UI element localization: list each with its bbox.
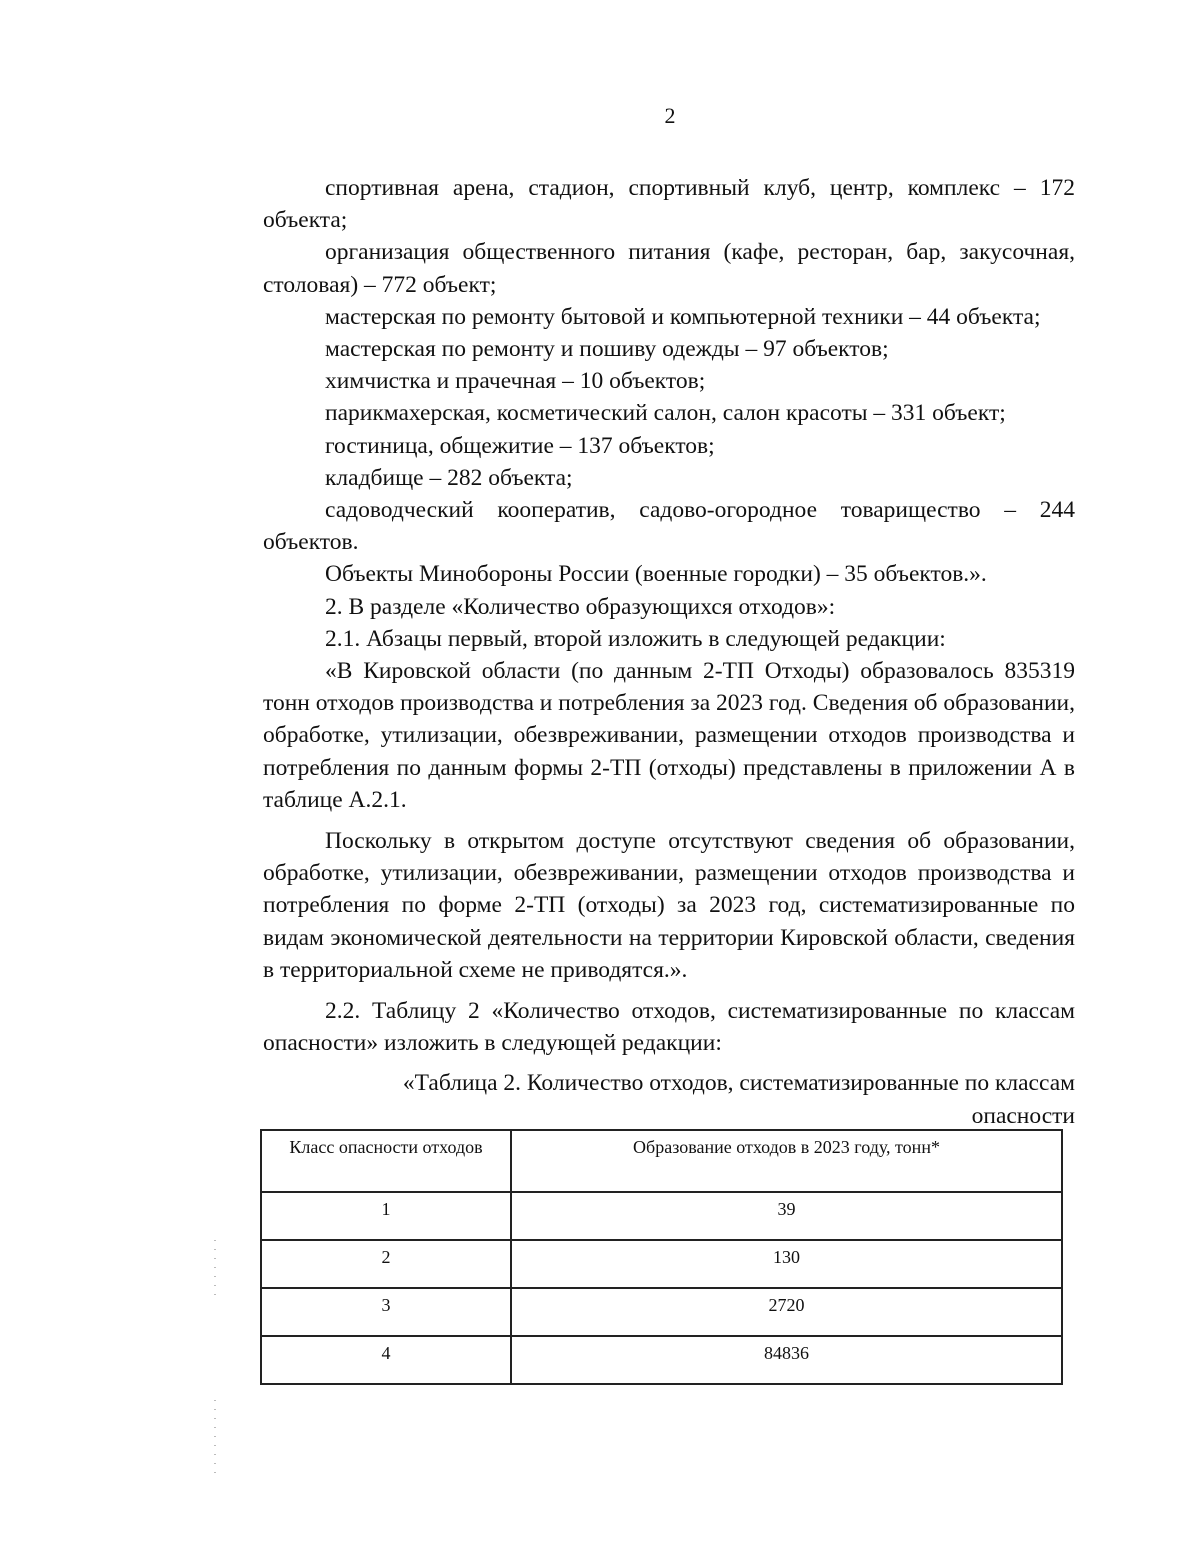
document-body (263, 172, 1075, 1132)
paragraph: мастерская по ремонту и пошиву одежды – 97 объектов; (325, 336, 889, 363)
waste-table (260, 1129, 1063, 1385)
table-row (261, 1336, 1062, 1384)
table-row (261, 1240, 1062, 1288)
paragraph: кладбище – 282 объекта; (325, 464, 573, 491)
table-header-row (261, 1130, 1062, 1192)
waste-amount-cell: 84836 (511, 1336, 1062, 1384)
table-caption (263, 1067, 1075, 1131)
paragraph: гостиница, общежитие – 137 объектов; (325, 432, 715, 459)
hazard-class-cell: 3 (261, 1288, 511, 1336)
scan-margin-dots (214, 1400, 216, 1480)
scan-margin-dots (214, 1240, 216, 1300)
waste-amount-cell: 2720 (511, 1288, 1062, 1336)
paragraph: «В Кировской области (по данным 2-ТП Отходы) образовалось 835319 тонн отходов производства и потребления за 2023 год. Сведения об образовании, обработке, утилизации, обезвреживании, размещении отходов производства и потребления по данным формы 2-ТП (отходы) представлены в приложении А в таблице А.2.1. (263, 658, 1075, 813)
hazard-class-cell: 2 (261, 1240, 511, 1288)
table-header-cell: Образование отходов в 2023 году, тонн* (511, 1130, 1062, 1192)
paragraph: химчистка и прачечная – 10 объектов; (325, 368, 706, 395)
paragraph: 2.1. Абзацы первый, второй изложить в следующей редакции: (325, 625, 946, 652)
paragraph: Объекты Минобороны России (военные городки) – 35 объектов.». (325, 561, 987, 588)
paragraph: организация общественного питания (кафе, ресторан, бар, закусочная, столовая) – 772 объект; (263, 239, 1075, 298)
table-header-cell: Класс опасности отходов (261, 1130, 511, 1192)
paragraph: мастерская по ремонту бытовой и компьютерной техники – 44 объекта; (325, 303, 1041, 330)
table-row (261, 1288, 1062, 1336)
paragraph: 2.2. Таблицу 2 «Количество отходов, систематизированные по классам опасности» изложить в следующей редакции: (263, 998, 1075, 1057)
paragraph: парикмахерская, косметический салон, салон красоты – 331 объект; (325, 400, 1006, 427)
page-number: 2 (664, 103, 676, 128)
waste-amount-cell: 130 (511, 1240, 1062, 1288)
paragraph: спортивная арена, стадион, спортивный клуб, центр, комплекс – 172 объекта; (263, 175, 1075, 234)
table-caption-line: «Таблица 2. Количество отходов, систематизированные по классам (402, 1070, 1075, 1097)
hazard-class-cell: 1 (261, 1192, 511, 1240)
paragraph: садоводческий кооператив, садово-огородное товарищество – 244 объектов. (263, 497, 1075, 556)
table-row (261, 1192, 1062, 1240)
hazard-class-cell: 4 (261, 1336, 511, 1384)
paragraph: 2. В разделе «Количество образующихся отходов»: (325, 593, 836, 620)
paragraph: Поскольку в открытом доступе отсутствуют сведения об образовании, обработке, утилизации, обезвреживании, размещении отходов производства и потребления по форме 2-ТП (отходы) за 2023 год, систематизированные по видам экономической деятельности на территории Кировской области, сведения в территориальной схеме не приводятся.». (263, 828, 1075, 983)
table-caption-line: опасности (971, 1102, 1075, 1129)
waste-amount-cell: 39 (511, 1192, 1062, 1240)
